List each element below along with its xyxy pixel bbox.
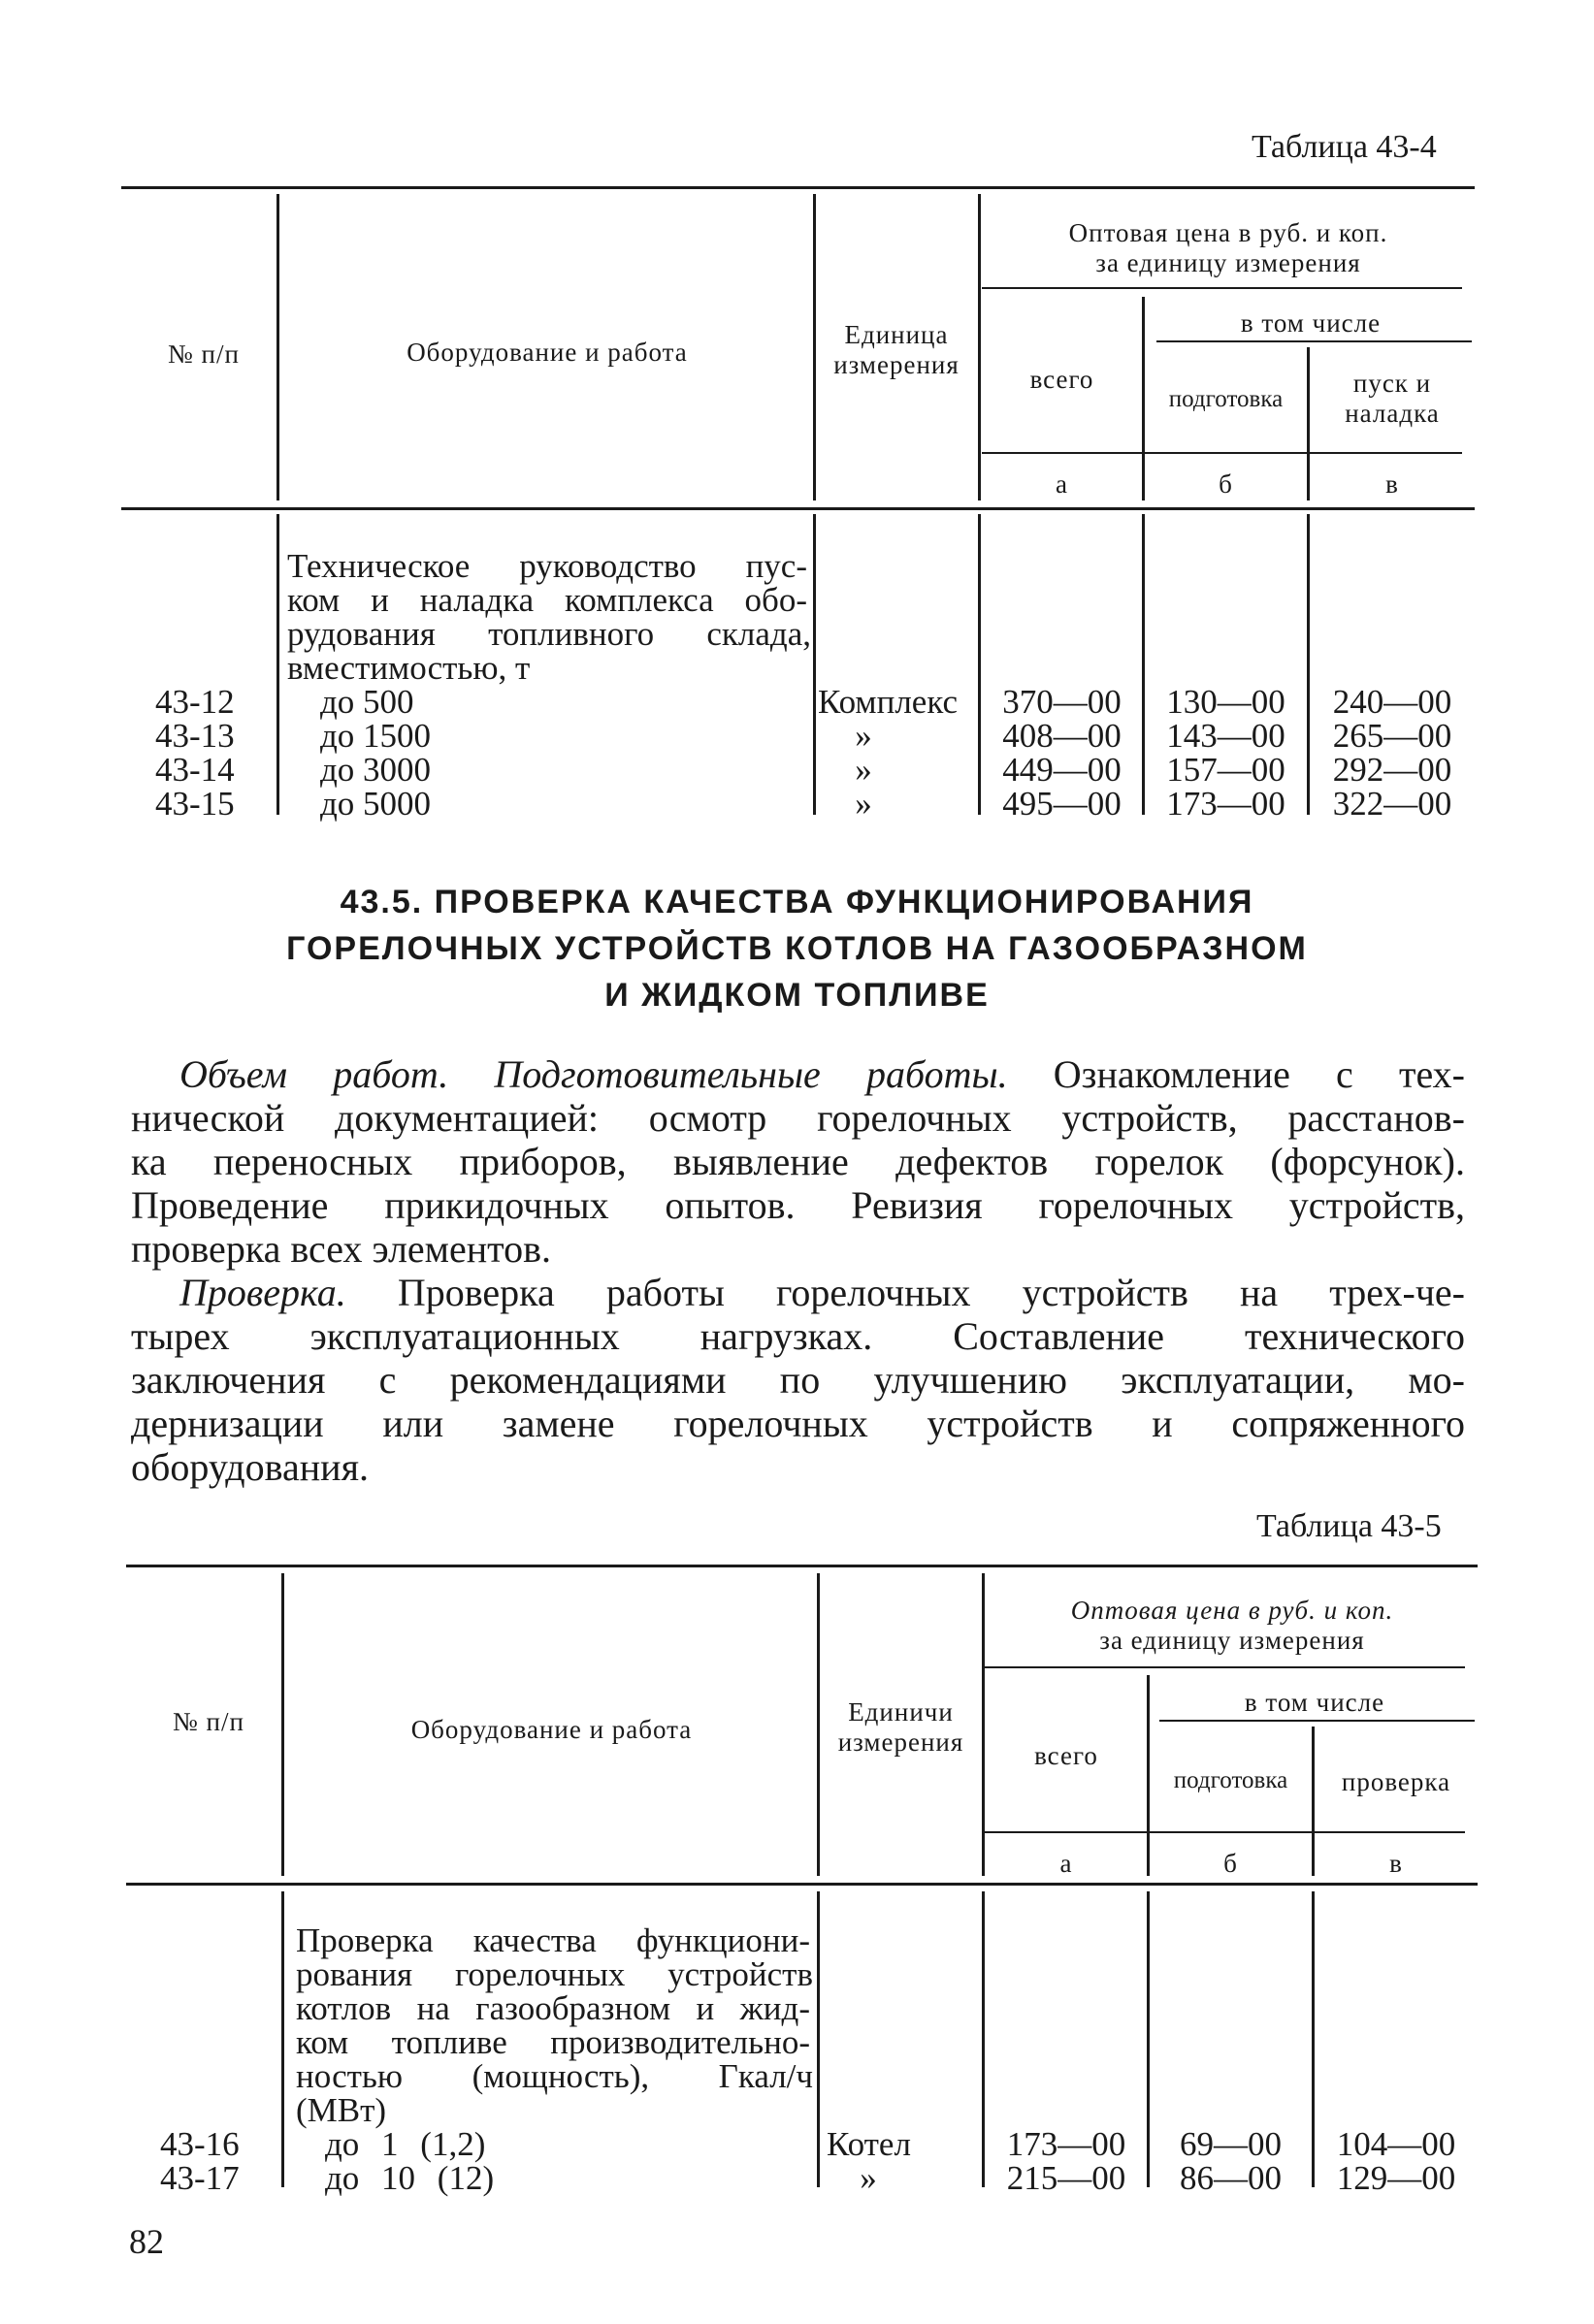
row-sub3: 292—00 [1332, 751, 1452, 789]
table2-header-total: всего [1034, 1741, 1098, 1770]
table1-header-sub3 [1310, 369, 1475, 429]
section-title-l1: 43.5. ПРОВЕРКА КАЧЕСТВА ФУНКЦИОНИРОВАНИЯ [340, 884, 1254, 920]
table2-header-unit [820, 1697, 982, 1758]
table1-header-price-l1: Оптовая цена в руб. и коп. [1068, 218, 1388, 247]
table2-header-sub3: проверка [1341, 1767, 1451, 1796]
table2-label: Таблица 43-5 [1256, 1508, 1442, 1544]
paragraph-scope [131, 1052, 1465, 1271]
row-unit: Комплекс [818, 683, 958, 721]
table2-header-incl: в том числе [1244, 1688, 1385, 1717]
row-sub3: 265—00 [1332, 717, 1452, 755]
table1-header-total: всего [1029, 365, 1094, 394]
row-num: 43-12 [155, 683, 235, 721]
table1-col-a: а [1056, 469, 1068, 499]
table2-desc-l5: ностью (мощность), Гкал/ч [296, 2057, 813, 2095]
table1-header-work: Оборудование и работа [407, 338, 688, 367]
row-prep: 86—00 [1180, 2159, 1282, 2197]
table1-header-price [982, 218, 1475, 278]
table1-header-incl: в том числе [1240, 308, 1382, 338]
table2-header-price-l2: за единицу измерения [1099, 1626, 1365, 1656]
paragraph-check-lead: Проверка. [179, 1271, 346, 1314]
row-work: до 500 [320, 683, 414, 721]
table1-header-sub3-l2: наладка [1345, 399, 1440, 429]
row-sub3: 240—00 [1332, 683, 1452, 721]
table2-desc-l2: рования горелочных устройств [296, 1955, 813, 1993]
table1-desc-l2: ком и наладка комплекса обо- [287, 581, 807, 619]
table1-header-prep: подготовка [1168, 386, 1284, 412]
table1-header-sub3-l1: пуск и [1352, 369, 1432, 398]
row-work: до 3000 [320, 751, 432, 789]
row-unit: » [855, 785, 872, 823]
row-num: 43-14 [155, 751, 235, 789]
table1-desc-l1: Техническое руководство пус- [287, 547, 807, 585]
row-prep: 157—00 [1166, 751, 1285, 789]
table2-header-price [986, 1596, 1479, 1656]
row-work: до 1 (1,2) [325, 2125, 486, 2163]
page-number: 82 [129, 2222, 164, 2261]
row-unit: Котел [827, 2125, 911, 2163]
row-total: 173—00 [1006, 2125, 1126, 2163]
row-sub3: 129—00 [1336, 2159, 1456, 2197]
paragraph-scope-l3: ка переносных приборов, выявление дефектов горелок (форсунок). [131, 1140, 1465, 1183]
paragraph-check-l2: тырех эксплуатационных нагрузках. Составление технического [131, 1314, 1465, 1358]
paragraph-check-l1: Проверка работы горелочных устройств на трех-че- [397, 1271, 1466, 1314]
row-prep: 143—00 [1166, 717, 1285, 755]
section-title-l3: И ЖИДКОМ ТОПЛИВЕ [604, 977, 990, 1014]
row-num: 43-13 [155, 717, 235, 755]
table2-desc-l6: (МВт) [296, 2091, 387, 2129]
table2-header-prep: подготовка [1173, 1767, 1288, 1793]
table2-header-price-l1: Оптовая цена в руб. и коп. [1070, 1596, 1394, 1625]
row-total: 215—00 [1006, 2159, 1126, 2197]
paragraph-check-l3: заключения с рекомендациями по улучшению эксплуатации, мо- [131, 1358, 1465, 1402]
section-title-l2: ГОРЕЛОЧНЫХ УСТРОЙСТВ КОТЛОВ НА ГАЗООБРАЗНОМ [286, 930, 1308, 967]
table1-header-num: № п/п [168, 339, 240, 369]
table2-header-work: Оборудование и работа [410, 1715, 693, 1744]
table2-header-unit-l1: Единичи [848, 1697, 954, 1727]
row-unit: » [855, 751, 872, 789]
table2-desc-l1: Проверка качества функциони- [296, 1921, 810, 1959]
row-num: 43-16 [160, 2125, 240, 2163]
row-unit: » [855, 717, 872, 755]
table2-header-num: № п/п [173, 1707, 244, 1736]
paragraph-check-l4: дернизации или замене горелочных устройств и сопряженного [131, 1402, 1465, 1445]
table1-desc-l3: рудования топливного склада, [287, 615, 811, 653]
row-prep: 69—00 [1180, 2125, 1282, 2163]
table1-label: Таблица 43-4 [1252, 129, 1437, 165]
row-total: 495—00 [1002, 785, 1122, 823]
row-total: 370—00 [1002, 683, 1122, 721]
row-work: до 1500 [320, 717, 432, 755]
row-work: до 10 (12) [325, 2159, 495, 2197]
paragraph-check [131, 1271, 1465, 1489]
table1-col-v: в [1385, 469, 1399, 499]
row-work: до 5000 [320, 785, 432, 823]
table2-col-v: в [1389, 1849, 1403, 1878]
table1-header-unit-l2: измерения [833, 350, 960, 380]
row-unit: » [860, 2159, 877, 2197]
table2-header-unit-l2: измерения [837, 1727, 964, 1758]
row-sub3: 322—00 [1332, 785, 1452, 823]
table2-col-a: а [1059, 1849, 1073, 1878]
table1-desc-l4: вместимостью, т [287, 649, 531, 687]
row-total: 449—00 [1002, 751, 1122, 789]
table2-desc-l4: ком топливе производительно- [296, 2023, 810, 2061]
table1-col-b: б [1219, 469, 1233, 499]
row-prep: 130—00 [1166, 683, 1285, 721]
paragraph-scope-l5: проверка всех элементов. [131, 1227, 551, 1271]
paragraph-scope-l4: Проведение прикидочных опытов. Ревизия горелочных устройств, [131, 1183, 1465, 1227]
table1-header-price-l2: за единицу измерения [1095, 248, 1361, 278]
row-num: 43-15 [155, 785, 235, 823]
row-num: 43-17 [160, 2159, 240, 2197]
row-sub3: 104—00 [1336, 2125, 1456, 2163]
paragraph-scope-l1: Ознакомление с тех- [1053, 1052, 1465, 1096]
row-prep: 173—00 [1166, 785, 1285, 823]
paragraph-scope-lead: Объем работ. Подготовительные работы. [179, 1052, 1008, 1096]
table2-desc-l3: котлов на газообразном и жид- [296, 1989, 810, 2027]
table1-header-unit-l1: Единица [844, 320, 949, 349]
paragraph-scope-l2: нической документацией: осмотр горелочных устройств, расстанов- [131, 1096, 1465, 1140]
row-total: 408—00 [1002, 717, 1122, 755]
table1-header-unit [815, 320, 978, 380]
paragraph-check-l5: оборудования. [131, 1445, 369, 1489]
table2-col-b: б [1223, 1849, 1238, 1878]
